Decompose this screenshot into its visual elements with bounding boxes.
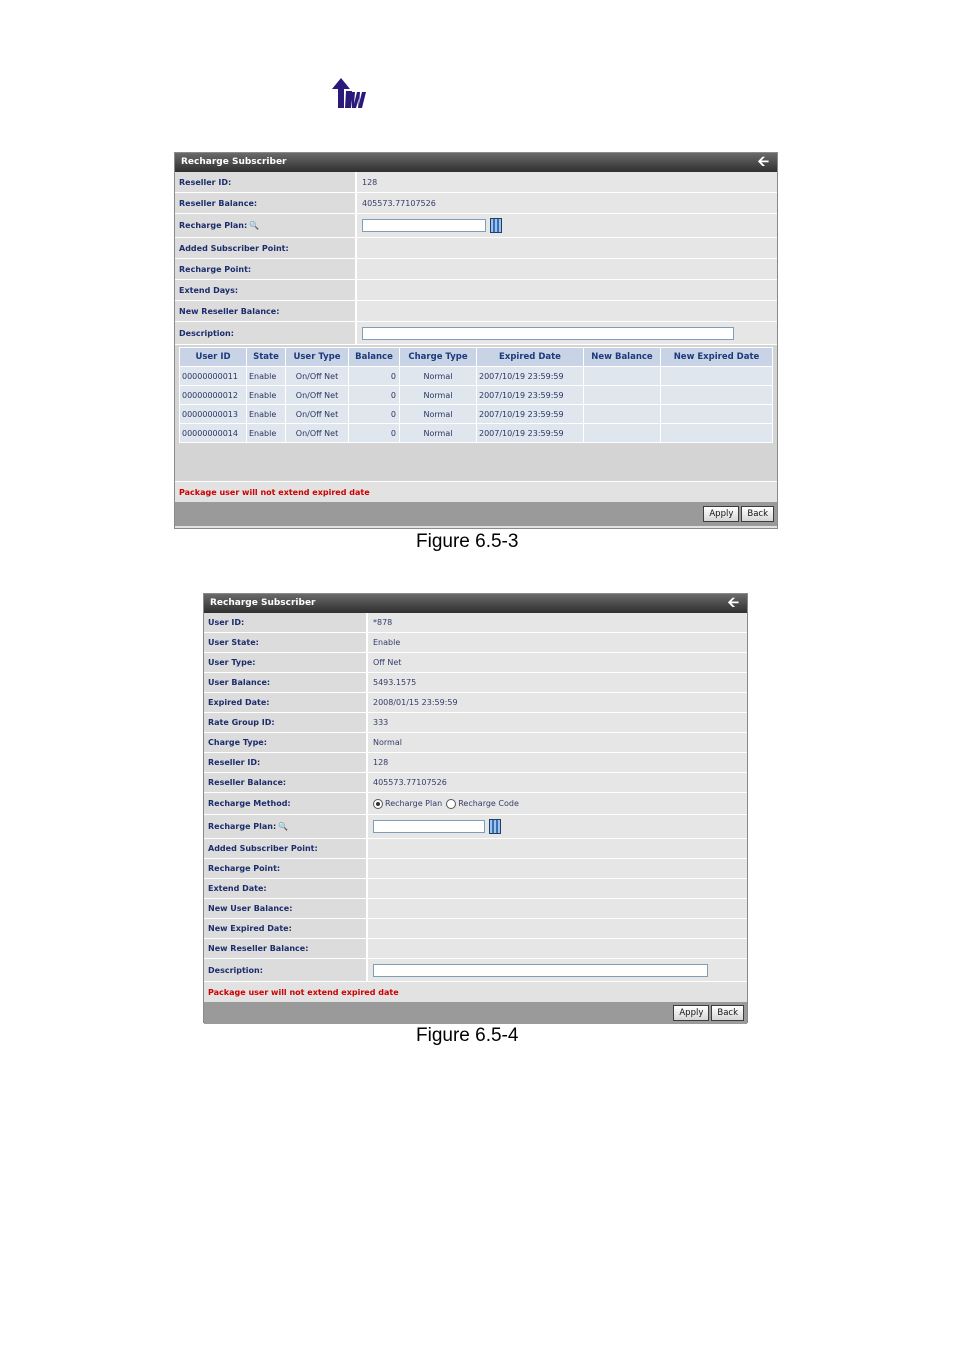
field-value: 333 xyxy=(368,713,747,732)
field-label: Extend Days: xyxy=(175,280,357,300)
figure-caption: Figure 6.5-3 xyxy=(416,531,519,552)
column-header[interactable]: New Expired Date xyxy=(661,348,773,367)
field-label: New User Balance: xyxy=(204,899,368,918)
cell-expired-date: 2007/10/19 23:59:59 xyxy=(477,367,584,386)
field-row-recharge-method xyxy=(204,793,747,815)
field-label-wrap xyxy=(175,214,357,237)
field-label: Extend Date: xyxy=(204,879,368,898)
field-label: Recharge Point: xyxy=(204,859,368,878)
cell-charge-type: Normal xyxy=(400,386,477,405)
recharge-plan-input[interactable] xyxy=(373,820,485,833)
field-label: Charge Type: xyxy=(204,733,368,752)
panel-title: Recharge Subscriber xyxy=(181,157,287,167)
field-row-recharge-plan xyxy=(175,214,777,238)
field-value: Off Net xyxy=(368,653,747,672)
cell-user-type: On/Off Net xyxy=(286,367,349,386)
recharge-subscriber-panel-1 xyxy=(174,152,778,529)
cell-user-id: 00000000014 xyxy=(180,424,247,443)
field-label: Reseller Balance: xyxy=(175,193,357,213)
field-value: 128 xyxy=(357,172,777,192)
panel-title: Recharge Subscriber xyxy=(210,598,316,608)
calculator-icon[interactable] xyxy=(490,218,502,233)
field-row-user-id xyxy=(204,613,747,633)
recharge-subscriber-panel-2 xyxy=(203,593,748,1023)
user-table-area xyxy=(175,345,777,482)
radio-label: Recharge Code xyxy=(458,799,519,808)
cell-user-type: On/Off Net xyxy=(286,424,349,443)
field-label: Added Subscriber Point: xyxy=(175,238,357,258)
back-arrow-icon[interactable]: 🡨 xyxy=(757,154,769,170)
field-row-rate-group-id xyxy=(204,713,747,733)
column-header[interactable]: User ID xyxy=(180,348,247,367)
field-value xyxy=(368,859,747,878)
cell-user-type: On/Off Net xyxy=(286,405,349,424)
cell-state: Enable xyxy=(247,405,286,424)
field-row-reseller-balance xyxy=(175,193,777,214)
table-header-row xyxy=(180,348,773,367)
field-row-charge-type xyxy=(204,733,747,753)
cell-state: Enable xyxy=(247,424,286,443)
field-label: Recharge Method: xyxy=(204,793,368,814)
field-row-added-point xyxy=(175,238,777,259)
cell-balance: 0 xyxy=(349,405,400,424)
field-value: *878 xyxy=(368,613,747,632)
field-row-user-state xyxy=(204,633,747,653)
field-label: Reseller ID: xyxy=(175,172,357,192)
field-value: Enable xyxy=(368,633,747,652)
field-value: 5493.1575 xyxy=(368,673,747,692)
field-value: Normal xyxy=(368,733,747,752)
cell-new-expired-date xyxy=(661,367,773,386)
field-label: Recharge Point: xyxy=(175,259,357,279)
field-value xyxy=(368,879,747,898)
column-header[interactable]: New Balance xyxy=(584,348,661,367)
field-row-recharge-plan xyxy=(204,815,747,839)
field-row-new-user-balance xyxy=(204,899,747,919)
company-logo xyxy=(332,78,368,108)
field-label: Description: xyxy=(204,959,368,981)
field-value xyxy=(357,238,777,258)
description-input[interactable] xyxy=(373,964,708,977)
warning-message: Package user will not extend expired date xyxy=(204,982,747,1002)
recharge-method-group xyxy=(368,793,747,814)
field-row-new-reseller-balance xyxy=(175,301,777,322)
back-button[interactable]: Back xyxy=(711,1005,744,1021)
cell-new-expired-date xyxy=(661,405,773,424)
cell-expired-date: 2007/10/19 23:59:59 xyxy=(477,424,584,443)
cell-new-balance xyxy=(584,367,661,386)
field-row-new-expired-date xyxy=(204,919,747,939)
user-table xyxy=(179,347,773,443)
field-value xyxy=(357,301,777,321)
field-row-description xyxy=(204,959,747,982)
radio-label: Recharge Plan xyxy=(385,799,443,808)
field-label: User ID: xyxy=(204,613,368,632)
cell-balance: 0 xyxy=(349,367,400,386)
cell-user-id: 00000000011 xyxy=(180,367,247,386)
field-row-recharge-point xyxy=(175,259,777,280)
field-label: New Reseller Balance: xyxy=(204,939,368,958)
field-label: New Expired Date: xyxy=(204,919,368,938)
column-header[interactable]: Expired Date xyxy=(477,348,584,367)
apply-button[interactable]: Apply xyxy=(673,1005,709,1021)
column-header[interactable]: Charge Type xyxy=(400,348,477,367)
field-value xyxy=(357,280,777,300)
field-value xyxy=(368,899,747,918)
field-row-user-type xyxy=(204,653,747,673)
column-header[interactable]: Balance xyxy=(349,348,400,367)
field-label: Rate Group ID: xyxy=(204,713,368,732)
panel-titlebar xyxy=(204,594,747,613)
recharge-code-radio[interactable] xyxy=(446,799,456,809)
column-header[interactable]: State xyxy=(247,348,286,367)
field-label: Expired Date: xyxy=(204,693,368,712)
field-value xyxy=(368,815,747,838)
cell-new-expired-date xyxy=(661,386,773,405)
recharge-plan-radio[interactable] xyxy=(373,799,383,809)
field-row-expired-date xyxy=(204,693,747,713)
field-label: Recharge Plan: xyxy=(208,822,277,831)
field-value xyxy=(368,959,747,981)
cell-user-id: 00000000013 xyxy=(180,405,247,424)
field-value xyxy=(368,939,747,958)
table-row[interactable] xyxy=(180,424,773,443)
field-value: 405573.77107526 xyxy=(357,193,777,213)
cell-charge-type: Normal xyxy=(400,424,477,443)
field-label: Reseller Balance: xyxy=(204,773,368,792)
field-label: User Type: xyxy=(204,653,368,672)
field-row-extend-date xyxy=(204,879,747,899)
field-label: Recharge Plan: xyxy=(179,221,248,230)
cell-new-balance xyxy=(584,405,661,424)
apply-button[interactable]: Apply xyxy=(703,506,739,522)
calculator-icon[interactable] xyxy=(489,819,501,834)
field-row-recharge-point xyxy=(204,859,747,879)
field-value xyxy=(357,259,777,279)
field-value: 2008/01/15 23:59:59 xyxy=(368,693,747,712)
cell-new-balance xyxy=(584,386,661,405)
recharge-plan-input[interactable] xyxy=(362,219,486,232)
field-label: New Reseller Balance: xyxy=(175,301,357,321)
table-row[interactable] xyxy=(180,367,773,386)
panel-footer xyxy=(175,502,777,526)
cell-expired-date: 2007/10/19 23:59:59 xyxy=(477,386,584,405)
column-header[interactable]: User Type xyxy=(286,348,349,367)
panel-titlebar xyxy=(175,153,777,172)
cell-charge-type: Normal xyxy=(400,367,477,386)
cell-state: Enable xyxy=(247,386,286,405)
field-row-reseller-id xyxy=(204,753,747,773)
field-label: Reseller ID: xyxy=(204,753,368,772)
cell-new-expired-date xyxy=(661,424,773,443)
field-row-new-reseller-balance xyxy=(204,939,747,959)
field-value xyxy=(357,322,777,344)
field-value xyxy=(368,919,747,938)
field-row-reseller-id xyxy=(175,172,777,193)
field-value: 128 xyxy=(368,753,747,772)
field-row-added-point xyxy=(204,839,747,859)
field-label: Description: xyxy=(175,322,357,344)
cell-charge-type: Normal xyxy=(400,405,477,424)
table-row[interactable] xyxy=(180,386,773,405)
table-row[interactable] xyxy=(180,405,773,424)
field-row-user-balance xyxy=(204,673,747,693)
cell-state: Enable xyxy=(247,367,286,386)
panel-footer xyxy=(204,1002,747,1024)
field-value xyxy=(357,214,777,237)
back-button[interactable]: Back xyxy=(741,506,774,522)
cell-expired-date: 2007/10/19 23:59:59 xyxy=(477,405,584,424)
back-arrow-icon[interactable]: 🡨 xyxy=(727,595,739,611)
description-input[interactable] xyxy=(362,327,734,340)
cell-user-type: On/Off Net xyxy=(286,386,349,405)
field-label: User Balance: xyxy=(204,673,368,692)
field-label: Added Subscriber Point: xyxy=(204,839,368,858)
field-row-reseller-balance xyxy=(204,773,747,793)
search-icon[interactable]: 🔍 xyxy=(249,221,260,230)
search-icon[interactable]: 🔍 xyxy=(278,822,289,831)
cell-new-balance xyxy=(584,424,661,443)
field-row-extend-days xyxy=(175,280,777,301)
figure-caption: Figure 6.5-4 xyxy=(416,1025,519,1046)
field-row-description xyxy=(175,322,777,345)
warning-message: Package user will not extend expired date xyxy=(175,482,777,502)
cell-balance: 0 xyxy=(349,424,400,443)
field-value xyxy=(368,839,747,858)
field-value: 405573.77107526 xyxy=(368,773,747,792)
field-label: User State: xyxy=(204,633,368,652)
field-label-wrap xyxy=(204,815,368,838)
cell-balance: 0 xyxy=(349,386,400,405)
cell-user-id: 00000000012 xyxy=(180,386,247,405)
